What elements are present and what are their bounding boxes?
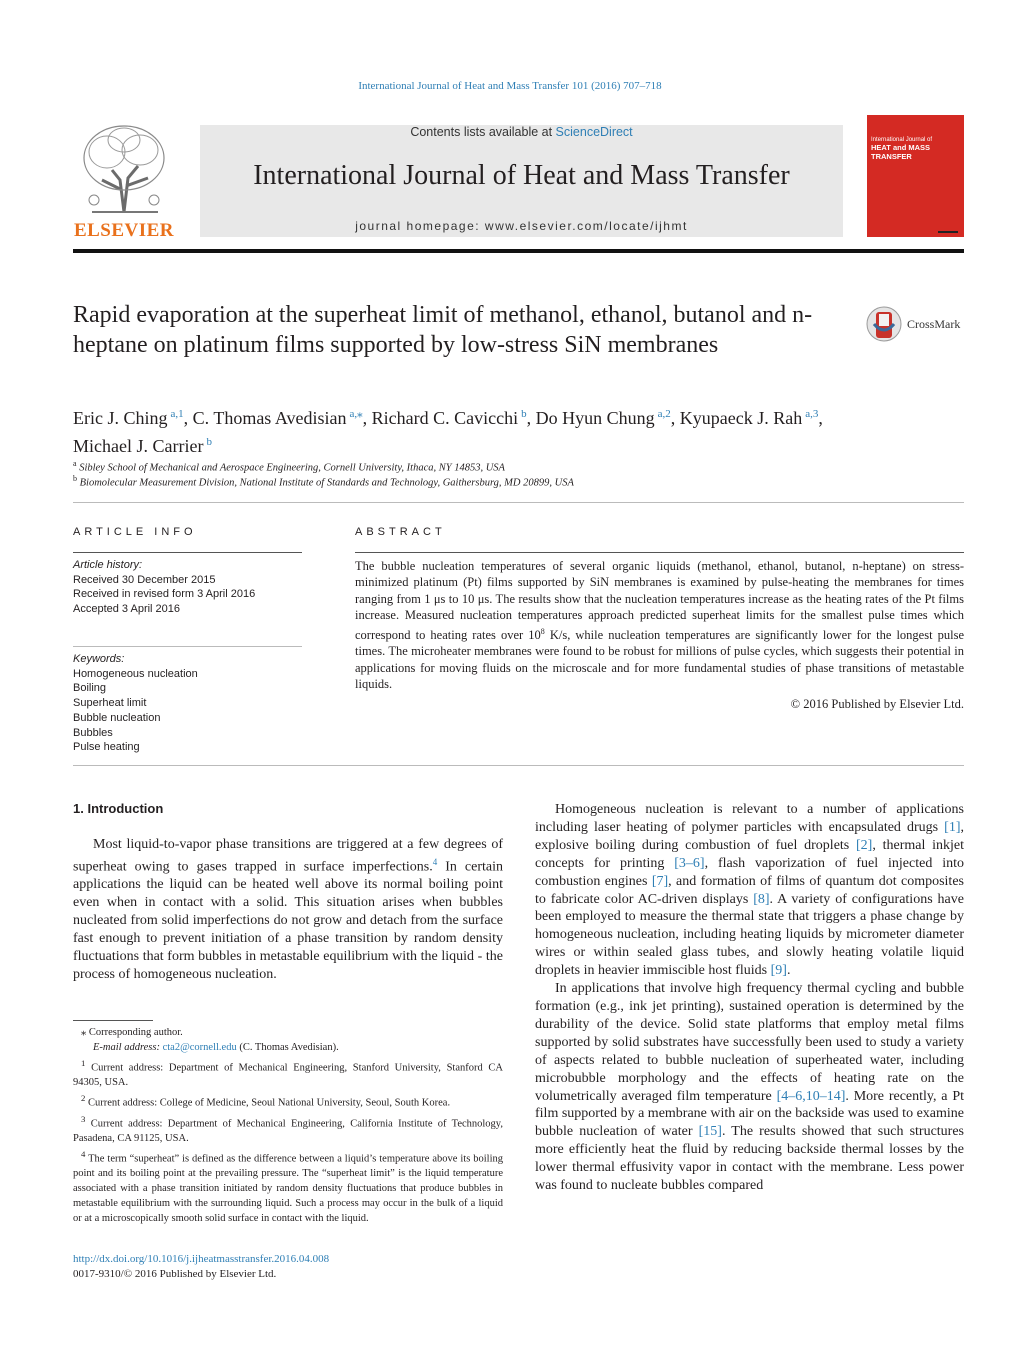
author-affiliation-mark[interactable]: a,1 — [170, 408, 184, 420]
affiliation-b — [73, 474, 574, 489]
footnote-mark: 3 — [81, 1113, 86, 1124]
author-name[interactable]: Kyupaeck J. Rah — [679, 408, 803, 428]
footnote-text: Corresponding author. — [88, 1027, 183, 1038]
keyword[interactable]: Pulse heating — [73, 741, 140, 754]
author-list — [73, 402, 964, 458]
abstract-copyright: © 2016 Published by Elsevier Ltd. — [790, 697, 964, 712]
footnote-mark: 1 — [81, 1057, 86, 1068]
footnote-mark: 4 — [81, 1148, 86, 1159]
divider — [73, 502, 964, 503]
affiliation-mark: b — [73, 474, 77, 483]
cover-line: TRANSFER — [871, 152, 912, 161]
author-separator: , — [183, 408, 193, 428]
divider — [355, 552, 964, 553]
crossmark-label: CrossMark — [907, 317, 961, 331]
abstract-exponent: 8 — [540, 626, 545, 636]
author-affiliation-mark[interactable]: b — [206, 436, 212, 448]
author-separator: , — [526, 408, 536, 428]
footnote-text: Current address: Department of Mechanical Engineering, California Institute of Technology, Pasadena, CA 91125, USA. — [73, 1118, 504, 1144]
author-separator: , — [818, 408, 823, 428]
author-name[interactable]: Eric J. Ching — [73, 408, 168, 428]
reference-link[interactable]: [7] — [651, 873, 669, 889]
author-name[interactable]: Do Hyun Chung — [535, 408, 655, 428]
keyword[interactable]: Boiling — [73, 682, 107, 695]
author-name[interactable]: C. Thomas Avedisian — [192, 408, 347, 428]
abstract-text — [355, 558, 964, 713]
body-paragraph — [535, 801, 964, 980]
sciencedirect-link[interactable]: ScienceDirect — [555, 125, 633, 139]
contents-prefix: Contents lists available at — [410, 125, 556, 139]
intro-text: In certain applications the liquid can be heated well above its normal boiling point even when in contact with a solid. This situation arises when bubbles nucleated from solid imperfections do not grow and detach from the surface fast enough to prevent initiation of a phase transition by random density fluctuations that form bubbles in metastable equilibrium with the liquid - the process of homogeneous nucleation. — [73, 859, 503, 982]
body-text: , flash vaporization of fuel injected into combustion engines — [535, 855, 964, 889]
intro-text: Most liquid-to-vapor phase transitions are triggered at a few degrees of superheat owing to gases trapped in surface imperfections. — [73, 837, 503, 875]
body-text: . The results showed that such structures more efficiently heat the fluid by reducing backside thermal losses by the lower thermal effusivity vapor in contact with the membrane. Less power was found to nucleate bubbles compared — [535, 1124, 965, 1194]
affiliation-mark: a — [73, 459, 77, 468]
footnote-text: Current address: College of Medicine, Seoul National University, Seoul, South Korea. — [88, 1097, 451, 1109]
reference-link[interactable]: [9] — [770, 963, 787, 979]
cover-bar — [938, 231, 958, 233]
email-link[interactable]: cta2@cornell.edu — [162, 1041, 237, 1053]
body-paragraph — [535, 980, 964, 1195]
divider — [73, 765, 964, 766]
journal-homepage[interactable]: journal homepage: www.elsevier.com/locate/ijhmt — [355, 219, 688, 233]
keywords-label: Keywords: — [73, 653, 125, 665]
history-revised: Received in revised form 3 April 2016 — [73, 588, 256, 601]
divider — [73, 552, 302, 553]
section-heading: 1. Introduction — [73, 801, 164, 816]
history-label: Article history: — [73, 559, 143, 571]
keyword[interactable]: Superheat limit — [73, 697, 147, 710]
affiliation-text: Sibley School of Mechanical and Aerospace Engineering, Cornell University, Ithaca, NY 14853, USA — [79, 462, 505, 474]
abstract-part: The bubble nucleation temperatures of several organic liquids (methanol, ethanol, butanol, n-heptane) on stress-minimized platinum (Pt) films supported by SiN membranes is examined by pulse-heating the membranes for times ranging from 1 μs to 10 μs. The results show that the nucleation temperatures increase as the heating rates of the Pt films increase. Measured nucleation temperatures approach predicted superheat limits for the smallest pulse times which correspond to heating rates over 10 — [355, 559, 964, 642]
footnote-mark: ⁎ — [81, 1027, 87, 1038]
body-text: Homogeneous nucleation is relevant to a number of applications including laser heating of polymer particles with encapsulated drugs — [535, 802, 964, 835]
crossmark-badge[interactable] — [866, 304, 966, 344]
cover-line: International Journal of — [871, 137, 933, 143]
email-label: E-mail address: — [93, 1041, 163, 1053]
article-title: Rapid evaporation at the superheat limit of methanol, ethanol, butanol and n-heptane on platinum films supported by low-stress SiN membranes — [73, 302, 813, 358]
header-rule — [73, 249, 964, 253]
keyword[interactable]: Bubble nucleation — [73, 711, 161, 724]
journal-name: International Journal of Heat and Mass Transfer — [253, 160, 790, 191]
contents-line — [200, 125, 843, 139]
body-text: . More recently, a Pt film supported by a membrane with air on the backside was used to examine bubble nucleation of water — [535, 1088, 964, 1140]
body-text: . A variety of configurations have been employed to measure the thermal state that triggers a phase change by homogeneous nucleation, including heating liquids by micrometer diameter wires or within sealed glass tubes, and slowly heating volatile liquid droplets in heavier immiscible host fluids — [535, 891, 964, 979]
body-text: , thermal inkjet concepts for printing — [535, 837, 964, 871]
journal-cover[interactable] — [867, 115, 964, 237]
journal-citation[interactable]: International Journal of Heat and Mass Transfer 101 (2016) 707–718 — [358, 80, 662, 92]
crossmark-icon — [866, 306, 902, 342]
history-accepted: Accepted 3 April 2016 — [73, 603, 181, 616]
elsevier-wordmark: ELSEVIER — [73, 220, 175, 241]
footnote-text: Current address: Department of Mechanical Engineering, Stanford University, Stanford CA 94305, USA. — [73, 1062, 504, 1089]
intro-paragraph — [73, 836, 503, 984]
reference-link[interactable]: [8] — [753, 891, 770, 907]
footnote-text: The term “superheat” is defined as the difference between a liquid’s temperature above its boiling point and its boiling point at the prevailing pressure. The “superheat limit” is the liquid temperature associated with a phase transition initiated by random density fluctuations that produce bubbles in metastable equilibrium with the surrounding liquid. Such a process may occur in the bulk of a liquid or at a microscopically smooth solid surface in contact with the liquid. — [73, 1153, 503, 1224]
author-separator: , — [670, 408, 680, 428]
footnotes — [73, 1026, 503, 1227]
keywords-block — [73, 652, 302, 755]
article-history — [73, 558, 302, 617]
affiliation-a — [73, 459, 505, 474]
author-name[interactable]: Michael J. Carrier — [73, 436, 204, 456]
divider — [73, 646, 302, 647]
author-affiliation-mark[interactable]: a,⁎ — [349, 408, 363, 420]
article-info-heading: ARTICLE INFO — [73, 526, 197, 538]
cover-title — [871, 137, 932, 162]
body-text: In applications that involve high frequency thermal cycling and bubble formation (e.g., ink jet printing), sustained operation is determined by the durability of the device. Solid state platforms that employ metal films supported by solid substrates have successfully been used to study a variety of aspects related to bubble nucleation of superheated water, including microbubble morphology and the effects of heating rate on the volumetrically averaged film temperature — [535, 981, 964, 1104]
reference-link[interactable]: [3–6] — [674, 855, 705, 871]
right-column — [535, 801, 964, 1195]
body-text: . — [786, 963, 791, 979]
abstract-part: K/s, while nucleation temperatures are significantly lower for the longest pulse times. The microheater membranes were found to be robust for millions of pulse cycles, which suggests their potential in applications for moving fluids on the microscale and for more fundamental studies of phase transitions of metastable liquids. — [355, 627, 965, 691]
cover-line: HEAT and MASS — [871, 143, 931, 152]
doi-link[interactable]: http://dx.doi.org/10.1016/j.ijheatmasstransfer.2016.04.008 — [73, 1253, 330, 1265]
footnote-text: (C. Thomas Avedisian). — [236, 1041, 339, 1053]
keyword[interactable]: Homogeneous nucleation — [73, 667, 198, 680]
abstract-heading: ABSTRACT — [355, 526, 446, 538]
keyword[interactable]: Bubbles — [73, 726, 113, 739]
issn-line: 0017-9310/© 2016 Published by Elsevier Ltd. — [73, 1268, 277, 1280]
reference-link[interactable]: [2] — [856, 837, 873, 853]
author-affiliation-mark[interactable]: a,2 — [657, 408, 671, 420]
reference-link[interactable]: [1] — [944, 819, 961, 835]
body-text: , explosive boiling during combustion of fuel droplets — [535, 819, 964, 853]
body-text: , and formation of films of quantum dot composites to fabricate color AC-driven displays — [535, 873, 964, 907]
footnote-rule — [73, 1020, 153, 1021]
footer — [73, 1252, 329, 1282]
author-affiliation-mark[interactable]: a,3 — [805, 408, 819, 420]
author-separator: , — [362, 408, 372, 428]
reference-link[interactable]: [4–6,10–14] — [776, 1088, 846, 1104]
history-received: Received 30 December 2015 — [73, 573, 216, 586]
footnote-mark: 2 — [81, 1093, 86, 1104]
author-name[interactable]: Richard C. Cavicchi — [371, 408, 519, 428]
author-affiliation-mark[interactable]: b — [521, 408, 527, 420]
footnote-ref[interactable]: 4 — [432, 856, 438, 867]
reference-link[interactable]: [15] — [698, 1124, 722, 1140]
affiliation-text: Biomolecular Measurement Division, National Institute of Standards and Technology, Gaithersburg, MD 20899, USA — [79, 477, 574, 489]
